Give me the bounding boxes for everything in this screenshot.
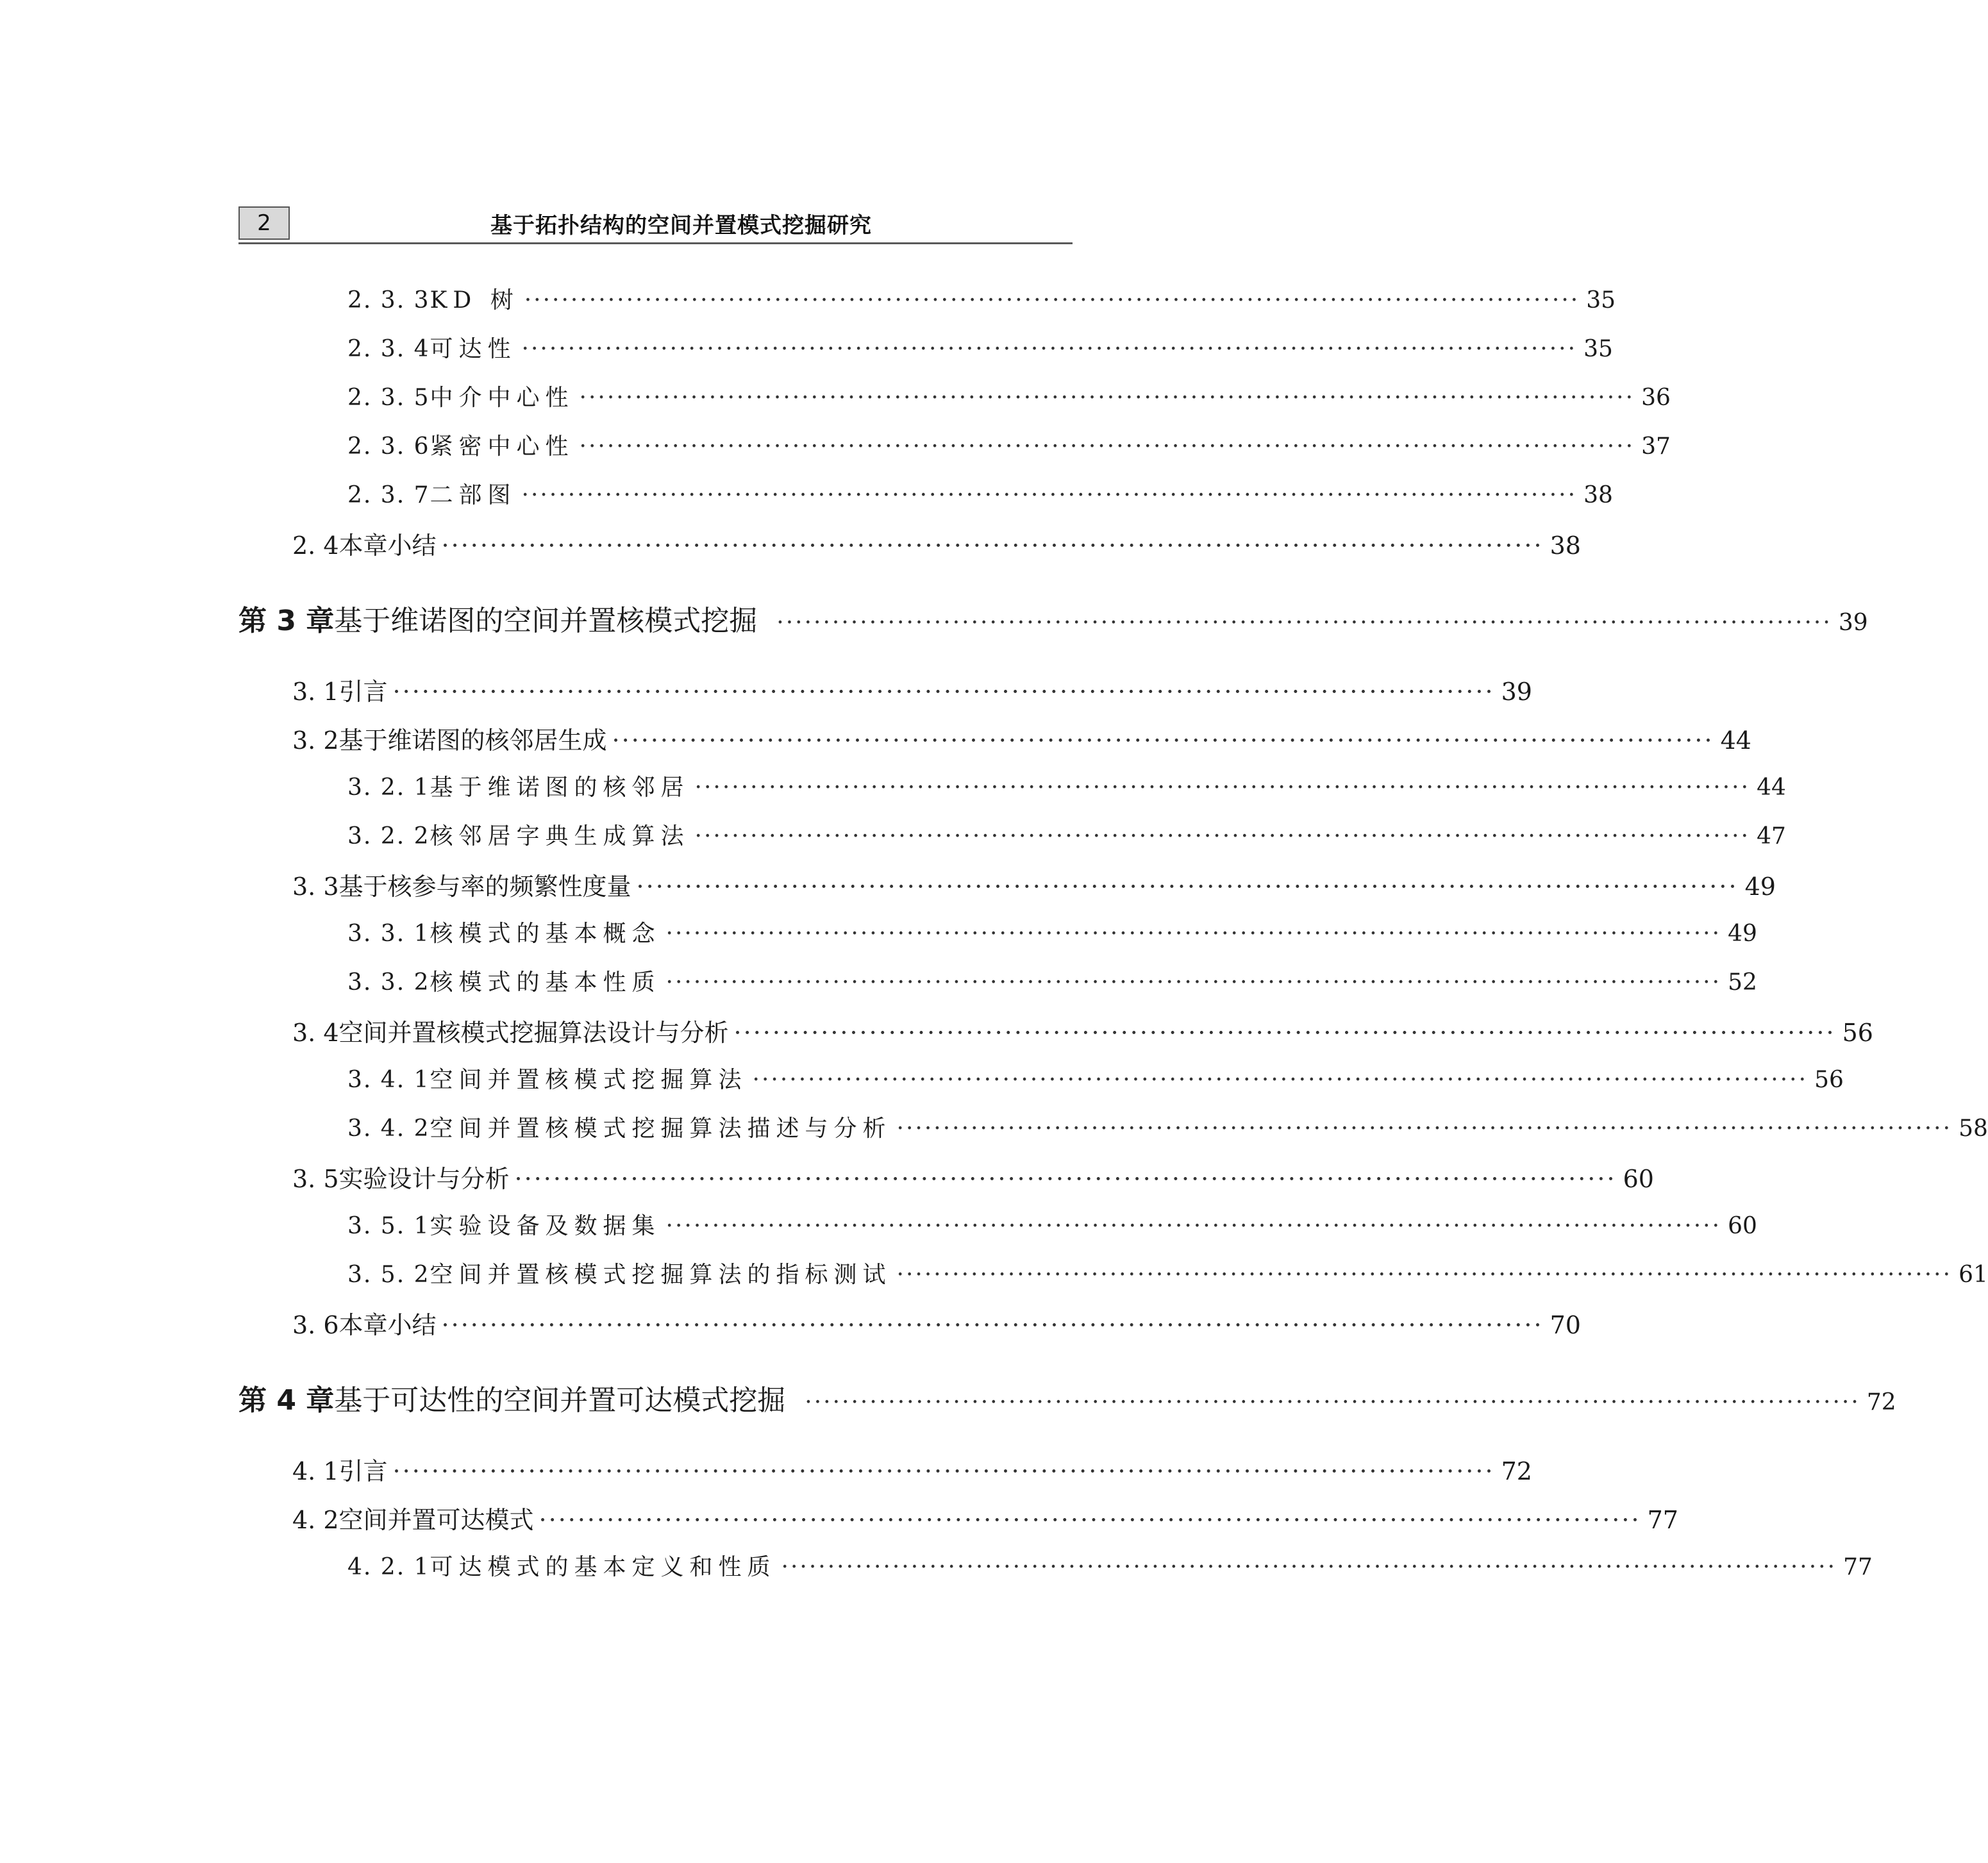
toc-page: 38 — [1549, 531, 1581, 560]
toc-number: 4. 2. 1 — [347, 1554, 430, 1580]
toc-title: 二部图 — [430, 482, 517, 508]
toc-entry[interactable] — [347, 915, 1757, 951]
toc-chapter[interactable] — [238, 597, 1868, 637]
dot-leader: ·················································································································· — [776, 610, 1832, 636]
toc-page: 60 — [1623, 1165, 1654, 1193]
toc-title: 核邻居字典生成算法 — [430, 823, 690, 849]
toc-number: 2. 3. 6 — [347, 433, 430, 460]
toc-number: 3. 5. 1 — [347, 1213, 430, 1239]
toc-page: 44 — [1757, 774, 1786, 801]
toc-title: 可达性 — [430, 336, 517, 362]
toc-number: 4. 1 — [292, 1457, 339, 1485]
toc-page: 36 — [1641, 385, 1671, 411]
dot-leader: ·················································································································· — [665, 969, 1722, 996]
toc-number: 3. 2. 2 — [347, 823, 430, 849]
toc-page: 49 — [1744, 873, 1776, 901]
toc-number: 3. 5 — [292, 1165, 339, 1193]
toc-number: 2. 3. 7 — [347, 482, 430, 508]
toc-page: 70 — [1549, 1311, 1581, 1339]
toc-entry[interactable] — [292, 1159, 1654, 1195]
toc-page: 35 — [1586, 287, 1616, 313]
toc-entry[interactable] — [347, 331, 1613, 367]
toc-page: 49 — [1728, 921, 1757, 947]
toc-title: 空间并置核模式挖掘算法设计与分析 — [338, 1019, 729, 1047]
toc-page: 61 — [1959, 1262, 1988, 1288]
toc-title: 本章小结 — [338, 1311, 437, 1339]
toc-title: 基于维诺图的核邻居 — [430, 774, 690, 801]
toc-number: 3. 2. 1 — [347, 774, 430, 801]
toc-entry[interactable] — [347, 1110, 1988, 1146]
toc-page: 56 — [1842, 1019, 1873, 1047]
toc-entry[interactable] — [347, 380, 1671, 415]
toc-number: 3. 3. 2 — [347, 969, 430, 996]
toc-entry[interactable] — [347, 1208, 1757, 1244]
toc-number: 2. 4 — [292, 531, 339, 560]
dot-leader: ·················································································································· — [539, 1506, 1641, 1534]
toc-number: 3. 4 — [292, 1019, 339, 1047]
toc-page: 39 — [1838, 610, 1868, 636]
toc-title: KD 树 — [430, 287, 519, 313]
toc-page: 44 — [1720, 726, 1751, 755]
toc-number: 3. 6 — [292, 1311, 339, 1339]
dot-leader: ·················································································································· — [752, 1067, 1808, 1093]
toc-entry[interactable] — [292, 1013, 1873, 1049]
toc-title: 基于可达性的空间并置可达模式挖掘 — [334, 1384, 786, 1417]
toc-number: 3. 3. 1 — [347, 921, 430, 947]
toc-number: 3. 4. 1 — [347, 1067, 430, 1093]
dot-leader: ·················································································································· — [896, 1115, 1953, 1142]
toc-entry[interactable] — [292, 1451, 1532, 1487]
toc-title: 基于维诺图的核邻居生成 — [338, 726, 607, 755]
toc-number: 第 3 章 — [238, 605, 335, 637]
toc-page: 77 — [1647, 1506, 1678, 1534]
toc-entry[interactable] — [347, 964, 1757, 1000]
dot-leader: ·················································································································· — [441, 531, 1544, 560]
toc-title: 空间并置核模式挖掘算法描述与分析 — [430, 1115, 892, 1142]
toc-number: 第 4 章 — [238, 1384, 335, 1417]
toc-title: 空间并置核模式挖掘算法 — [430, 1067, 748, 1093]
dot-leader: ·················································································································· — [694, 823, 1751, 849]
toc-page: 56 — [1814, 1067, 1844, 1093]
toc-number: 2. 3. 5 — [347, 385, 430, 411]
toc-entry[interactable] — [347, 477, 1613, 513]
toc-page: 52 — [1728, 969, 1757, 996]
toc-page: 35 — [1583, 336, 1613, 362]
toc-page: 72 — [1866, 1389, 1896, 1416]
toc-page: 47 — [1757, 823, 1786, 849]
toc-entry[interactable] — [347, 769, 1786, 805]
toc-entry[interactable] — [347, 1257, 1988, 1292]
toc-number: 3. 1 — [292, 678, 339, 706]
toc-page: 60 — [1728, 1213, 1757, 1239]
dot-leader: ·················································································································· — [781, 1554, 1837, 1580]
dot-leader: ·················································································································· — [896, 1262, 1953, 1288]
dot-leader: ·················································································································· — [612, 726, 1714, 755]
toc-title: 引言 — [338, 678, 388, 706]
toc-entry[interactable] — [292, 721, 1751, 756]
page-number: 2 — [238, 206, 290, 240]
page-header — [238, 206, 1073, 244]
toc-entry[interactable] — [292, 1500, 1678, 1536]
toc-title: 紧密中心性 — [430, 433, 574, 460]
toc-entry[interactable] — [347, 282, 1616, 318]
dot-leader: ·················································································································· — [694, 774, 1751, 801]
toc-title: 空间并置可达模式 — [338, 1506, 534, 1534]
toc-entry[interactable] — [347, 1549, 1873, 1585]
dot-leader: ·················································································································· — [636, 873, 1739, 901]
dot-leader: ·················································································································· — [524, 287, 1580, 313]
toc-number: 2. 3. 4 — [347, 336, 430, 362]
toc-page: 58 — [1959, 1115, 1988, 1142]
toc-number: 3. 5. 2 — [347, 1262, 430, 1288]
toc-page: 37 — [1641, 433, 1671, 460]
toc-title: 核模式的基本性质 — [430, 969, 661, 996]
toc-entry[interactable] — [347, 818, 1786, 854]
toc-number: 3. 4. 2 — [347, 1115, 430, 1142]
dot-leader: ·················································································································· — [579, 385, 1635, 411]
toc-number: 4. 2 — [292, 1506, 339, 1534]
dot-leader: ·················································································································· — [805, 1389, 1860, 1416]
toc-entry[interactable] — [292, 1305, 1581, 1341]
toc-page: 39 — [1501, 678, 1532, 706]
toc-title: 基于维诺图的空间并置核模式挖掘 — [334, 605, 758, 637]
toc-title: 引言 — [338, 1457, 388, 1485]
toc-entry[interactable] — [292, 867, 1776, 903]
dot-leader: ·················································································································· — [733, 1019, 1836, 1047]
running-title: 基于拓扑结构的空间并置模式挖掘研究 — [490, 212, 872, 238]
toc-number: 3. 2 — [292, 726, 339, 755]
toc-title: 可达模式的基本定义和性质 — [430, 1554, 776, 1580]
toc-title: 核模式的基本概念 — [430, 921, 661, 947]
toc-page: 38 — [1583, 482, 1613, 508]
toc-entry[interactable] — [292, 672, 1532, 708]
dot-leader: ·················································································································· — [665, 921, 1722, 947]
toc-page: 72 — [1501, 1457, 1532, 1485]
dot-leader: ·················································································································· — [579, 433, 1635, 460]
toc-title: 中介中心性 — [430, 385, 574, 411]
toc-entry[interactable] — [347, 1062, 1844, 1098]
toc-title: 基于核参与率的频繁性度量 — [338, 873, 631, 901]
toc-title: 本章小结 — [338, 531, 437, 560]
toc-title: 空间并置核模式挖掘算法的指标测试 — [430, 1262, 892, 1288]
toc-entry[interactable] — [292, 526, 1581, 562]
dot-leader: ·················································································································· — [392, 1457, 1495, 1485]
toc-title: 实验设备及数据集 — [430, 1213, 661, 1239]
toc-entry[interactable] — [347, 428, 1671, 464]
dot-leader: ·················································································································· — [521, 336, 1578, 362]
toc-number: 2. 3. 3 — [347, 287, 430, 313]
toc-title: 实验设计与分析 — [338, 1165, 510, 1193]
toc-chapter[interactable] — [238, 1377, 1896, 1417]
dot-leader: ·················································································································· — [392, 678, 1495, 706]
dot-leader: ·················································································································· — [441, 1311, 1544, 1339]
dot-leader: ·················································································································· — [665, 1213, 1722, 1239]
toc-page: 77 — [1843, 1554, 1873, 1580]
toc-number: 3. 3 — [292, 873, 339, 901]
dot-leader: ·················································································································· — [521, 482, 1578, 508]
dot-leader: ·················································································································· — [514, 1165, 1617, 1193]
